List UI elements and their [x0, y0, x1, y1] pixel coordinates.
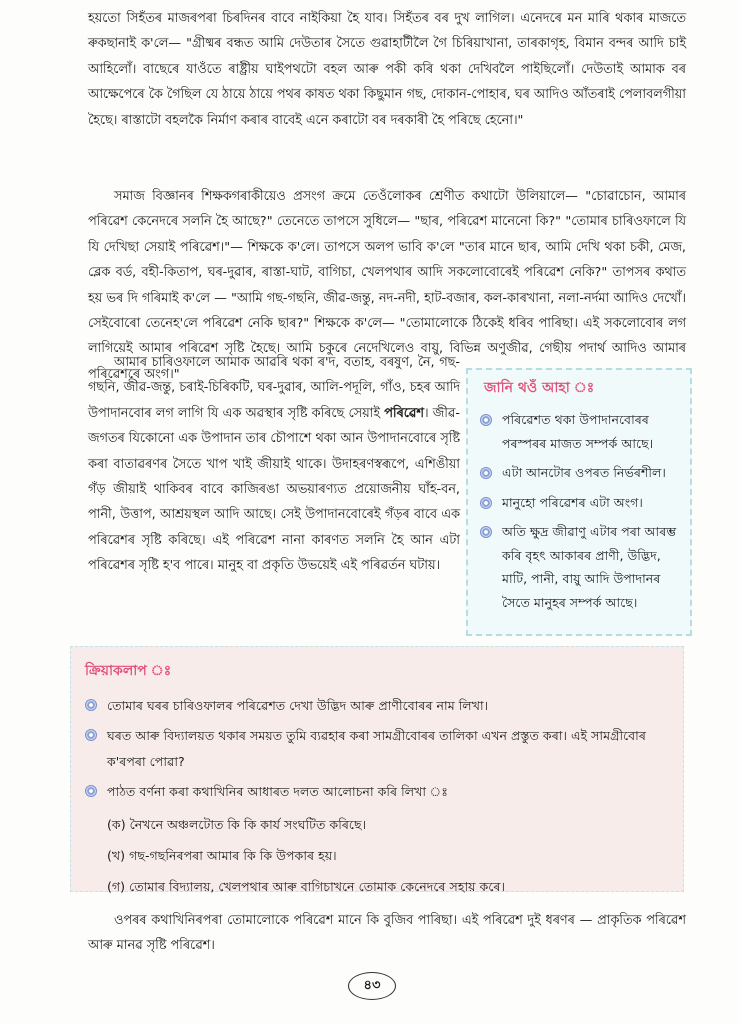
- bullet-icon: [85, 785, 97, 797]
- know-box: [466, 368, 692, 636]
- bullet-icon: [85, 699, 97, 711]
- know-box-item: [480, 408, 680, 455]
- page-number: ৪৩: [348, 972, 396, 1000]
- activity-item-text: তোমাৰ ঘৰৰ চাৰিওফালৰ পৰিৱেশত দেখা উদ্ভিদ আৰু প্ৰাণীবোৰৰ নাম লিখা।: [107, 698, 489, 713]
- bullet-icon: [85, 729, 97, 741]
- activity-item-text: ঘৰত আৰু বিদ্যালয়ত থকাৰ সময়ত তুমি ব্যৱহাৰ কৰা সামগ্ৰীবোৰৰ তালিকা এখন প্ৰস্তুত কৰা। এই সামগ্ৰীবোৰ ক'ৰপৰা পোৱা?: [107, 728, 646, 769]
- bullet-icon: [480, 414, 492, 426]
- activity-sub-item: (গ) তোমাৰ বিদ্যালয়, খেলপথাৰ আৰু বাগিচাখনে তোমাক কেনেদৰে সহায় কৰে।: [107, 879, 505, 894]
- activity-sub-item: (ক) নৈখনে অঞ্চলটোত কি কি কাৰ্য সংঘটিত কৰিছে।: [107, 817, 367, 832]
- activity-title: ক্ৰিয়াকলাপ ঃ: [85, 663, 172, 679]
- definition-text-start: আমাৰ চাৰিওফালে আমাক আৱৰি থকা ৰ'দ, বতাহ, বৰষুণ, নৈ, গছ-গছনি, জীৱ-জন্তু, চৰাই-চিৰিকটি, ঘৰ-দুৱাৰ, আলি-পদূলি, গাঁও, চহৰ আদি উপাদানবোৰ লগ লাগি যি এক অৱস্থাৰ সৃষ্টি কৰিছে সেয়াই: [88, 355, 460, 421]
- know-box-item-text: এটা আনটোৰ ওপৰত নিৰ্ভৰশীল।: [502, 465, 666, 480]
- paragraph-teacher-dialogue: সমাজ বিজ্ঞানৰ শিক্ষকগৰাকীয়েও প্ৰসংগ ক্ৰমে তেওঁলোকৰ শ্ৰেণীত কথাটো উলিয়ালে— "চোৱাচোন, আমাৰ পৰিৱেশ কেনেদৰে সলনি হৈ আছে?" তেনেতে তাপসে সুধিলে— "ছাৰ, পৰিৱেশ মানেনো কি?" "তোমাৰ চাৰিওফালে যি যি দেখিছা সেয়াই পৰিৱেশ।"— শিক্ষকে ক'লে। তাপসে অলপ ভাবি ক'লে "তাৰ মানে ছাৰ, আমি দেখি থকা চকী, মেজ, ব্লেক বৰ্ড, বহী-কিতাপ, ঘৰ-দুৱাৰ, ৰাস্তা-ঘাট, বাগিচা, খেলপথাৰ আদি সকলোবোৰেই পৰিৱেশ নেকি?" তাপসৰ কথাত হয় ভৰ দি গৰিমাই ক'লে — "আমি গছ-গছনি, জীৱ-জন্তু, নদ-নদী, হাট-বজাৰ, কল-কাৰখানা, নলা-নৰ্দমা আদিও দেখোঁ। সেইবোৰো তেনেহ'লে পৰিৱেশ নেকি ছাৰ?" শিক্ষকে ক'লে— "তোমালোকে ঠিকেই ধৰিব পাৰিছা। এই সকলোবোৰ লগ লাগিয়েই আমাৰ পৰিৱেশ সৃষ্টি হৈছে। আমি চকুৰে নেদেখিলেও বায়ু, বিভিন্ন অণুজীৱ, গেছীয় পদাৰ্থ আদিও আমাৰ পৰিৱেশৰে অংগ।": [88, 189, 686, 382]
- activity-item: [85, 723, 669, 775]
- bullet-icon: [480, 497, 492, 509]
- activity-item: [85, 779, 669, 805]
- know-box-item-text: পৰিৱেশত থকা উপাদানবোৰৰ পৰস্পৰৰ মাজত সম্পৰ্ক আছে।: [502, 412, 654, 451]
- definition-text-end: । জীৱ-জগতৰ যিকোনো এক উপাদান তাৰ চৌপাশে থকা আন উপাদানবোৰে সৃষ্টি কৰা বাতাৱৰণৰ সৈতে খাপ খাই জীয়াই থাকে। উদাহৰণস্বৰূপে, এশিঙীয়া গঁড় জীয়াই থাকিবৰ বাবে কাজিৰঙা অভয়াৰণ্যত প্ৰয়োজনীয় ঘাঁহ-বন, পানী, উত্তাপ, আশ্ৰয়স্থল আদি আছে। সেই উপাদানবোৰেই গঁড়ৰ বাবে এক পৰিৱেশৰ সৃষ্টি কৰিছে। এই পৰিৱেশ নানা কাৰণত সলনি হৈ আন এটা পৰিৱেশৰ সৃষ্টি হ'ব পাৰে। মানুহ বা প্ৰকৃতি উভয়েই এই পৰিৱৰ্তন ঘটায়।: [88, 405, 460, 574]
- know-box-item: [480, 491, 680, 515]
- know-box-item: [480, 461, 680, 485]
- activity-sub-list: [107, 809, 669, 902]
- paragraph-environment-definition: [88, 350, 460, 579]
- paragraph-story: হয়তো সিহঁতৰ মাজৰপৰা চিৰদিনৰ বাবে নাইকিয়া হৈ যাব। সিহঁতৰ বৰ দুখ লাগিল। এনেদৰে মন মাৰি থকাৰ মাজতে ৰুকছানাই ক'লে— "গ্ৰীষ্মৰ বন্ধত আমি দেউতাৰ সৈতে গুৱাহাটীলৈ গৈ চিৰিয়াখানা, তাৰকাগৃহ, বিমান বন্দৰ আদি চাই আহিলোঁ। বাছেৰে যাওঁতে ৰাষ্ট্ৰীয় ঘাইপথটো বহল আৰু পকী কৰি থকা দেখিবলৈ পাইছিলোঁ। দেউতাই আমাক বৰ আক্ষেপেৰে কৈ গৈছিল যে ঠায়ে ঠায়ে পথৰ কাষত থকা কিছুমান গছ, দোকান-পোহাৰ, ঘৰ আদিও আঁতৰাই পেলাবলগীয়া হৈছে। ৰাস্তাটো বহলকৈ নিৰ্মাণ কৰাৰ বাবেই এনে কৰাটো বৰ দৰকাৰী হৈ পৰিছে হেনো।": [88, 11, 686, 128]
- bullet-icon: [480, 526, 492, 538]
- activity-item: [85, 693, 669, 719]
- know-box-item-text: মানুহো পৰিৱেশৰ এটা অংগ।: [502, 494, 643, 510]
- activity-item-text: পাঠত বৰ্ণনা কৰা কথাখিনিৰ আধাৰত দলত আলোচনা কৰি লিখা ঃ: [107, 784, 449, 799]
- activity-box: [70, 646, 684, 892]
- bullet-icon: [480, 467, 492, 479]
- know-box-title: জানি থওঁ আহা ঃ: [484, 380, 595, 396]
- definition-keyword: পৰিৱেশ: [384, 405, 424, 421]
- know-box-item-text: অতি ক্ষুদ্ৰ জীৱাণু এটাৰ পৰা আৰম্ভ কৰি বৃহৎ আকাৰৰ প্ৰাণী, উদ্ভিদ, মাটি, পানী, বায়ু আদি উপাদানৰ সৈতে মানুহৰ সম্পৰ্ক আছে।: [502, 524, 677, 610]
- activity-sub-item: (খ) গছ-গছনিৰপৰা আমাৰ কি কি উপকাৰ হয়।: [107, 848, 337, 863]
- paragraph-conclusion: ওপৰৰ কথাখিনিৰপৰা তোমালোকে পৰিৱেশ মানে কি বুজিব পাৰিছা। এই পৰিৱেশ দুই ধৰণৰ — প্ৰাকৃতিক পৰিৱেশ আৰু মানৱ সৃষ্টি পৰিৱেশ।: [88, 913, 686, 954]
- know-box-item: [480, 520, 680, 614]
